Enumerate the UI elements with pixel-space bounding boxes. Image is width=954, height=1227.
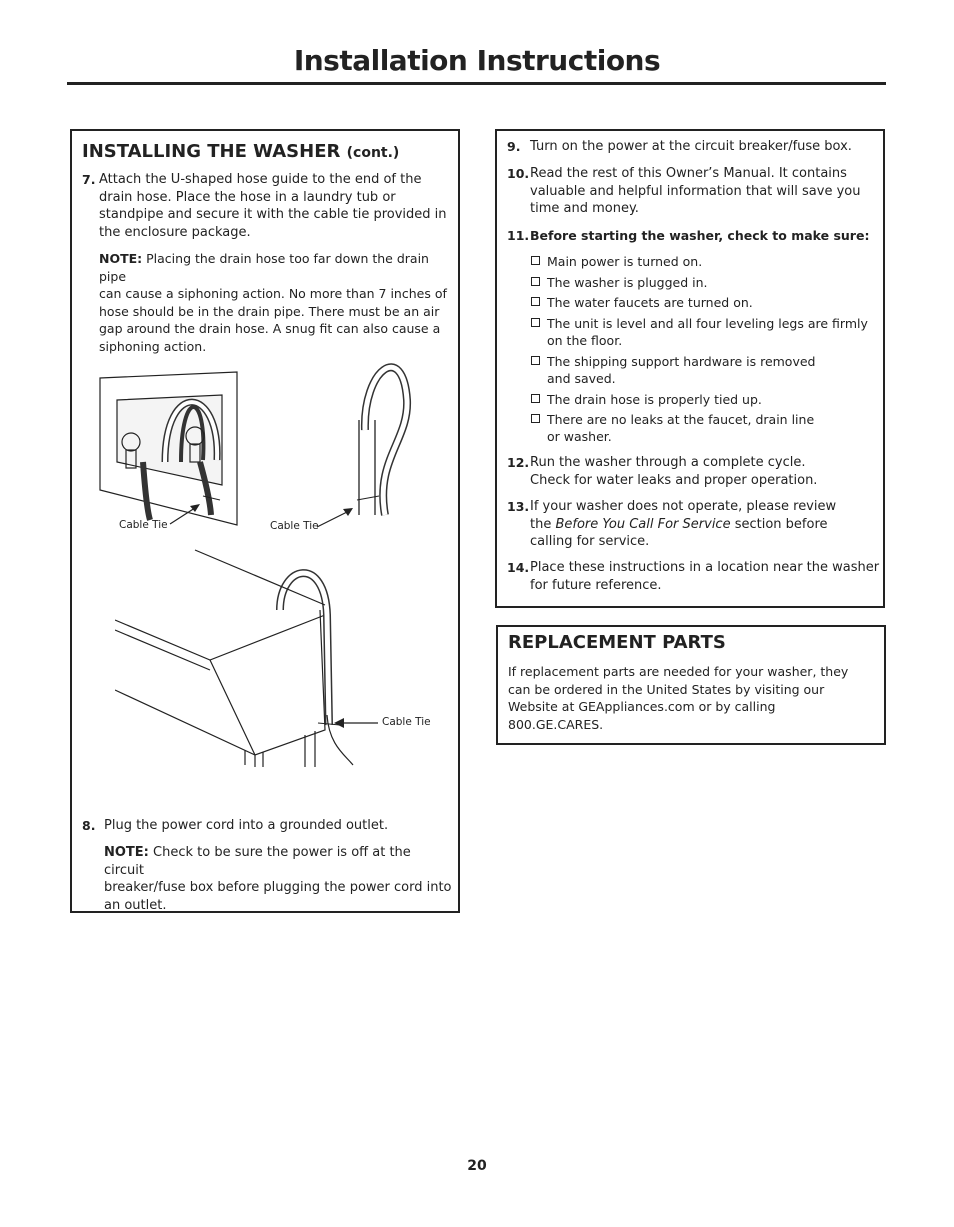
- note-line: siphoning action.: [99, 338, 207, 354]
- step-10-line: time and money.: [530, 201, 639, 216]
- note-line: Placing the drain hose too far down the drain pipe: [99, 251, 429, 284]
- step-13-line: the: [530, 516, 556, 532]
- checklist-text: on the floor.: [547, 333, 623, 348]
- note-line: Check to be sure the power is off at the circuit: [104, 845, 411, 878]
- step-13-reference: Before You Call For Service: [555, 516, 731, 532]
- caption-cable-tie: Cable Tie: [382, 716, 431, 728]
- note-label: NOTE:: [104, 845, 149, 860]
- note-line: hose should be in the drain pipe. There must be an air: [99, 303, 440, 319]
- replacement-line: If replacement parts are needed for your washer, they: [508, 664, 849, 679]
- step-10-line: valuable and helpful information that will save you: [530, 183, 861, 199]
- step-9-text: Turn on the power at the circuit breaker/fuse box.: [530, 139, 852, 154]
- step-7-number: 7.: [82, 172, 96, 187]
- step-12-line: Check for water leaks and proper operation.: [530, 472, 818, 488]
- checkbox-icon: [531, 414, 540, 423]
- title-divider: [67, 82, 886, 85]
- note-line: can cause a siphoning action. No more than 7 inches of: [99, 286, 447, 301]
- replacement-line: 800.GE.CARES.: [508, 716, 604, 732]
- checklist-text: The drain hose is properly tied up.: [547, 392, 762, 407]
- section-heading-suffix: (cont.): [346, 145, 400, 161]
- step-9-number: 9.: [507, 139, 521, 154]
- step-13-text: [530, 498, 880, 551]
- checklist-text: The unit is level and all four leveling legs are firmly: [547, 316, 868, 331]
- note-line: breaker/fuse box before plugging the power cord into: [104, 880, 452, 895]
- checkbox-icon: [531, 318, 540, 327]
- replacement-line: Website at GEAppliances.com or by calling: [508, 699, 776, 714]
- step-13-number: 13.: [507, 499, 530, 514]
- step-14-number: 14.: [507, 560, 530, 575]
- step-8-number: 8.: [82, 818, 96, 833]
- cable-tie-arrow-3: [334, 715, 380, 731]
- note-label: NOTE:: [99, 251, 143, 266]
- page-title: Installation Instructions: [293, 44, 661, 77]
- section-heading-text: INSTALLING THE WASHER: [82, 141, 341, 162]
- laundry-tub-illustration: [115, 545, 375, 770]
- replacement-line: can be ordered in the United States by visiting our: [508, 681, 825, 697]
- step-10-line: Read the rest of this Owner’s Manual. It contains: [530, 166, 847, 181]
- step-10-text: [530, 165, 880, 218]
- step-7-line: drain hose. Place the hose in a laundry tub or: [99, 189, 396, 205]
- note-line: gap around the drain hose. A snug fit can also cause a: [99, 321, 441, 336]
- step-14-line: Place these instructions in a location near the washer: [530, 560, 880, 575]
- step-13-line: section before: [730, 516, 828, 532]
- section-heading: [82, 141, 399, 162]
- step-7-line: the enclosure package.: [99, 224, 251, 240]
- step-12-number: 12.: [507, 455, 530, 470]
- step-8-note: [104, 844, 454, 914]
- checklist-text: The water faucets are turned on.: [547, 295, 753, 310]
- step-13-line: If your washer does not operate, please review: [530, 499, 837, 514]
- checklist-text: and saved.: [547, 371, 616, 386]
- cable-tie-arrow-2: [315, 505, 355, 530]
- replacement-parts-heading: REPLACEMENT PARTS: [508, 632, 726, 653]
- step-13-line: calling for service.: [530, 534, 650, 549]
- checklist-text: Main power is turned on.: [547, 254, 703, 269]
- checkbox-icon: [531, 394, 540, 403]
- checkbox-icon: [531, 356, 540, 365]
- step-7-note: [99, 250, 454, 355]
- checklist-text: The washer is plugged in.: [547, 275, 708, 290]
- step-8-text: Plug the power cord into a grounded outlet.: [104, 818, 389, 833]
- step-7-line: standpipe and secure it with the cable tie provided in: [99, 207, 447, 222]
- step-14-text: [530, 559, 880, 594]
- replacement-parts-text: [508, 663, 878, 733]
- standpipe-illustration: [345, 350, 425, 520]
- checkbox-icon: [531, 277, 540, 286]
- page-number: 20: [467, 1158, 487, 1174]
- step-11-number: 11.: [507, 228, 530, 243]
- checkbox-icon: [531, 256, 540, 265]
- checklist-text: There are no leaks at the faucet, drain line: [547, 412, 815, 427]
- step-12-line: Run the washer through a complete cycle.: [530, 455, 806, 470]
- checkbox-icon: [531, 297, 540, 306]
- step-7-text: [99, 171, 454, 241]
- step-7-line: Attach the U-shaped hose guide to the end of the: [99, 172, 422, 187]
- checklist-text: The shipping support hardware is removed: [547, 354, 816, 369]
- note-line: an outlet.: [104, 897, 167, 913]
- checklist-text: or washer.: [547, 429, 612, 444]
- step-10-number: 10.: [507, 166, 530, 181]
- caption-cable-tie: Cable Tie: [119, 519, 168, 531]
- step-14-line: for future reference.: [530, 577, 662, 593]
- step-11-text: Before starting the washer, check to make sure:: [530, 228, 870, 243]
- step-12-text: [530, 454, 880, 489]
- caption-cable-tie: Cable Tie: [270, 520, 319, 532]
